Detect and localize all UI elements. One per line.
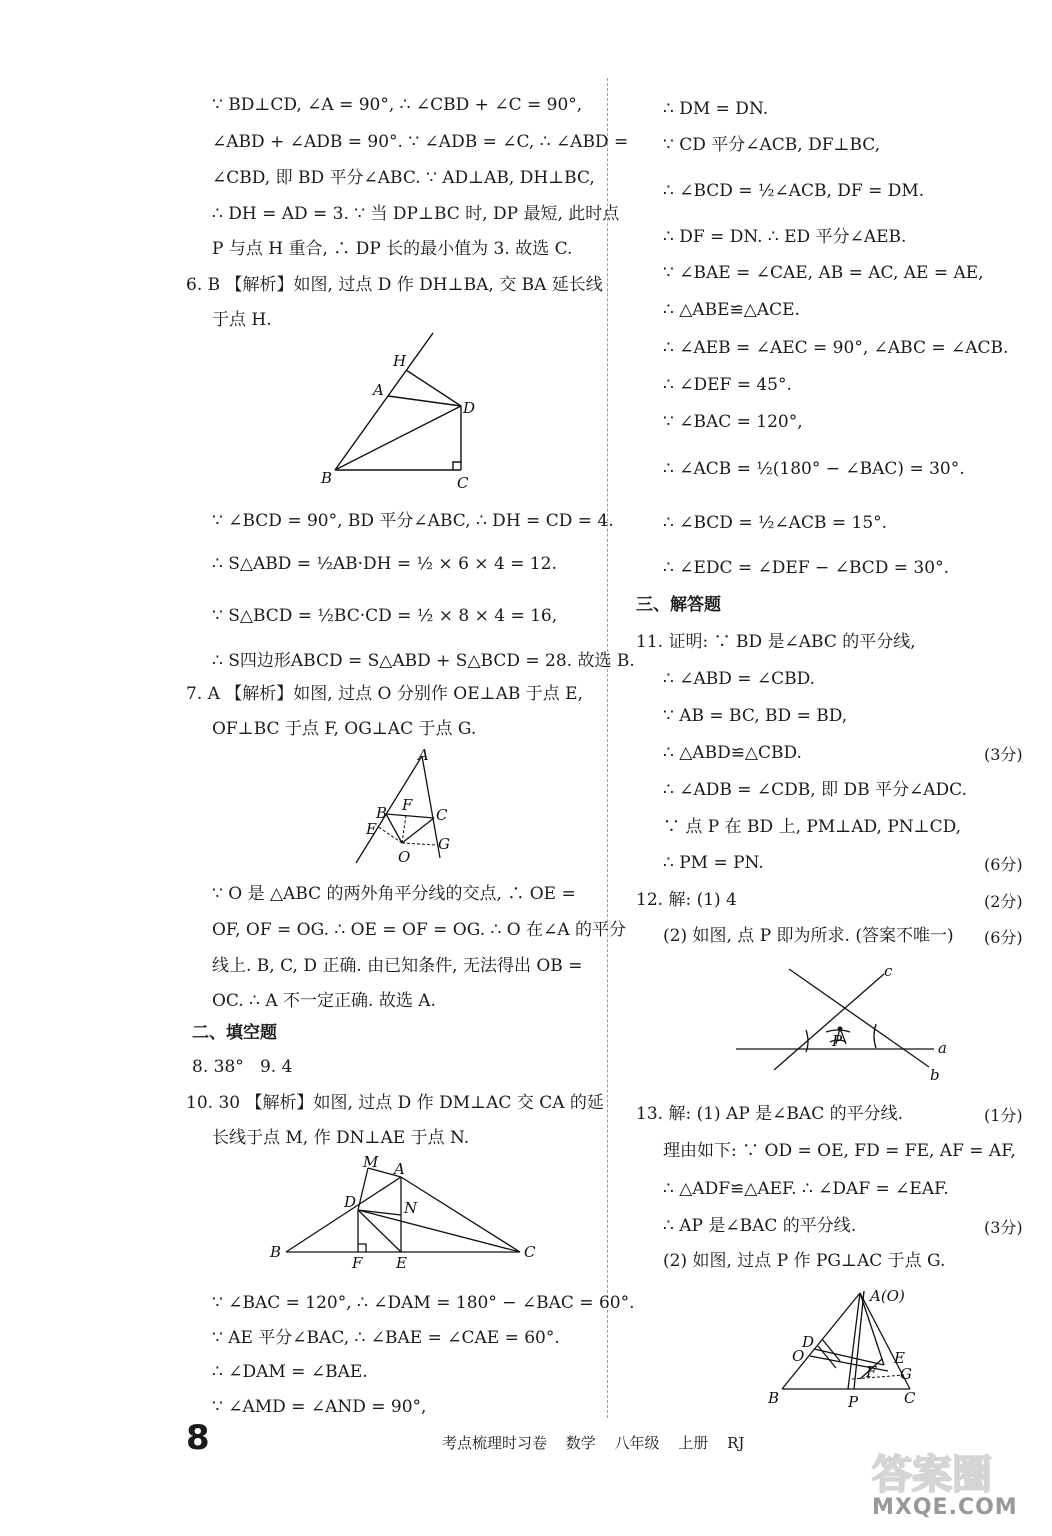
left-line-23: ∴ ∠DAM = ∠BAE. [212,1362,368,1382]
watermark-logo-icon [870,1448,1020,1498]
label-E: E [396,1254,407,1272]
left-line-22: ∵ AE 平分∠BAC, ∴ ∠BAE = ∠CAE = 60°. [212,1328,560,1348]
left-line-24: ∵ ∠AMD = ∠AND = 90°, [212,1397,427,1417]
left-line-21: ∵ ∠BAC = 120°, ∴ ∠DAM = 180° − ∠BAC = 60°. [212,1293,635,1313]
left-line-18: 8. 38° 9. 4 [192,1057,293,1077]
right-line-18: ∵ 点 P 在 BD 上, PM⊥AD, PN⊥CD, [663,817,962,837]
right-line-3: ∴ DF = DN. ∴ ED 平分∠AEB. [663,227,907,247]
right-line-9: ∴ ∠ACB = ½(180° − ∠BAC) = 30°. [663,459,965,479]
right-line-10: ∴ ∠BCD = ½∠ACB = 15°. [663,513,888,533]
left-line-6: 于点 H. [212,310,272,330]
label-B: B [376,804,388,822]
right-line-24: ∴ △ADF≌△AEF. ∴ ∠DAF = ∠EAF. [663,1179,949,1199]
label-B: B [768,1389,780,1407]
label-D: D [463,399,476,417]
left-line-1: ∠ABD + ∠ADB = 90°. ∵ ∠ADB = ∠C, ∴ ∠ABD = [212,132,629,152]
label-M: M [363,1153,379,1171]
left-line-12: OF⊥BC 于点 F, OG⊥AC 于点 G. [212,719,477,739]
label-c: c [884,962,893,980]
label-A: A [373,381,384,399]
left-line-5: 6. B 【解析】如图, 过点 D 作 DH⊥BA, 交 BA 延长线 [186,275,603,295]
right-line-25: ∴ AP 是∠BAC 的平分线. [663,1216,857,1236]
label-H: H [393,352,407,370]
figure-q13 [764,1283,934,1413]
label-N: N [404,1199,418,1217]
right-line-14: ∴ ∠ABD = ∠CBD. [663,669,816,689]
left-line-8: ∴ S△ABD = ½AB·DH = ½ × 6 × 4 = 12. [212,554,557,574]
left-line-0: ∵ BD⊥CD, ∠A = 90°, ∴ ∠CBD + ∠C = 90°, [212,95,583,115]
label-D: D [802,1333,815,1351]
figure-q6 [315,330,485,495]
right-line-23: 理由如下: ∵ OD = OE, FD = FE, AF = AF, [663,1141,1016,1161]
right-line-21: (2) 如图, 点 P 即为所求. (答案不唯一) [663,926,954,946]
score-4: (1分) [984,1106,1023,1125]
label-A: A [418,748,429,764]
right-line-22: 13. 解: (1) AP 是∠BAC 的平分线. [636,1104,904,1124]
label-O: O [792,1347,805,1365]
left-line-14: OF, OF = OG. ∴ OE = OF = OG. ∴ O 在∠A 的平分 [212,920,627,940]
label-A-O: A(O) [870,1287,905,1305]
left-line-2: ∠CBD, 即 BD 平分∠ABC. ∵ AD⊥AB, DH⊥BC, [212,168,595,188]
label-A: A [394,1160,405,1178]
figure-q7 [350,748,460,870]
right-line-2: ∴ ∠BCD = ½∠ACB, DF = DM. [663,181,925,201]
label-C: C [436,806,448,824]
score-0: (3分) [984,745,1023,764]
label-E: E [366,820,377,838]
right-line-4: ∵ ∠BAE = ∠CAE, AB = AC, AE = AE, [663,263,984,283]
score-1: (6分) [984,855,1023,874]
right-line-26: (2) 如图, 过点 P 作 PG⊥AC 于点 G. [663,1251,946,1271]
label-a: a [938,1039,947,1057]
right-line-8: ∵ ∠BAC = 120°, [663,412,803,432]
figure-q12 [734,962,954,1084]
right-line-16: ∴ △ABD≌△CBD. [663,743,802,763]
label-B: B [321,469,333,487]
right-line-1: ∵ CD 平分∠ACB, DF⊥BC, [663,135,881,155]
left-line-10: ∴ S四边形ABCD = S△ABD + S△BCD = 28. 故选 B. [212,651,635,671]
left-line-9: ∵ S△BCD = ½BC·CD = ½ × 8 × 4 = 16, [212,606,558,626]
right-line-17: ∴ ∠ADB = ∠CDB, 即 DB 平分∠ADC. [663,780,967,800]
left-line-4: P 与点 H 重合, ∴ DP 长的最小值为 3. 故选 C. [212,239,573,259]
label-O: O [398,848,411,866]
left-line-15: 线上. B, C, D 正确. 由已知条件, 无法得出 OB = [212,956,583,976]
label-P: P [848,1393,859,1411]
page-number: 8 [186,1418,210,1458]
label-G: G [900,1365,912,1383]
left-line-16: OC. ∴ A 不一定正确. 故选 A. [212,991,436,1011]
label-G: G [438,835,450,853]
label-F: F [402,796,413,814]
label-F: F [352,1254,363,1272]
label-F: F [866,1363,877,1381]
right-line-13: 11. 证明: ∵ BD 是∠ABC 的平分线, [636,632,916,652]
footer-title: 考点梳理时习卷 数学 八年级 上册 RJ [442,1434,745,1452]
label-C: C [457,474,469,492]
right-line-11: ∴ ∠EDC = ∠DEF − ∠BCD = 30°. [663,558,949,578]
svg-text:答案圈: 答案圈 [872,1452,992,1498]
left-line-7: ∵ ∠BCD = 90°, BD 平分∠ABC, ∴ DH = CD = 4. [212,511,614,531]
left-line-11: 7. A 【解析】如图, 过点 O 分别作 OE⊥AB 于点 E, [186,684,583,704]
score-3: (6分) [984,928,1023,947]
left-line-17: 二、填空题 [192,1023,277,1043]
label-B: B [270,1243,282,1261]
right-line-12: 三、解答题 [636,595,721,615]
watermark-url: MXQE.COM [872,1495,1018,1520]
left-line-13: ∵ O 是 △ABC 的两外角平分线的交点, ∴ OE = [212,884,576,904]
right-line-20: 12. 解: (1) 4 [636,890,737,910]
figure-q10 [266,1152,542,1274]
label-C: C [524,1243,536,1261]
column-divider [607,78,608,1418]
score-2: (2分) [984,892,1023,911]
label-E: E [894,1349,905,1367]
left-line-3: ∴ DH = AD = 3. ∵ 当 DP⊥BC 时, DP 最短, 此时点 [212,204,620,224]
right-line-7: ∴ ∠DEF = 45°. [663,375,792,395]
label-C: C [904,1389,916,1407]
right-line-6: ∴ ∠AEB = ∠AEC = 90°, ∠ABC = ∠ACB. [663,338,1009,358]
right-line-5: ∴ △ABE≌△ACE. [663,300,800,320]
label-P: P [832,1032,843,1050]
right-line-0: ∴ DM = DN. [663,99,769,119]
left-line-20: 长线于点 M, 作 DN⊥AE 于点 N. [212,1128,470,1148]
label-D: D [344,1193,357,1211]
left-line-19: 10. 30 【解析】如图, 过点 D 作 DM⊥AC 交 CA 的延 [186,1093,604,1113]
right-line-15: ∵ AB = BC, BD = BD, [663,706,848,726]
score-5: (3分) [984,1218,1023,1237]
right-line-19: ∴ PM = PN. [663,853,764,873]
label-b: b [930,1066,940,1084]
